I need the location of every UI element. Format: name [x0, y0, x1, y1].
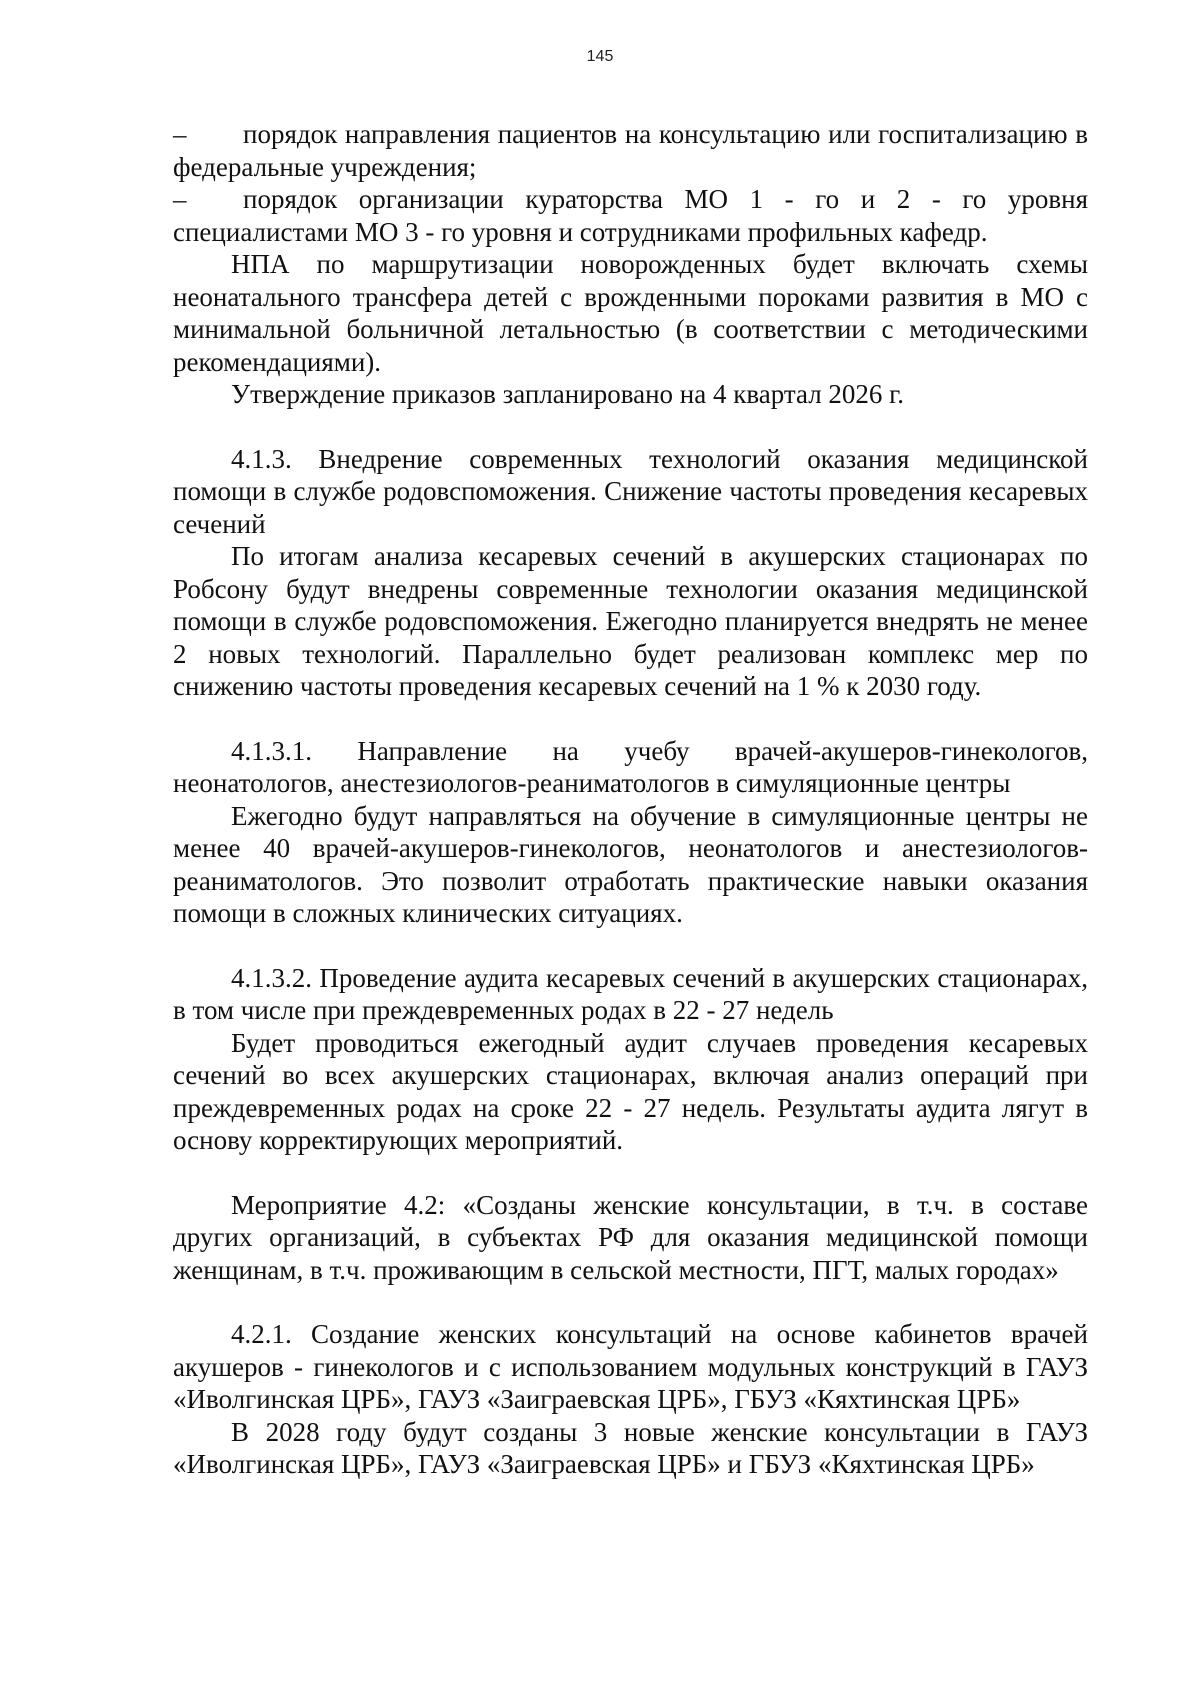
spacer — [173, 1157, 1088, 1189]
list-dash: – — [173, 119, 187, 149]
list-dash: – — [173, 184, 187, 214]
paragraph-robson-analysis: По итогам анализа кесаревых сечений в акушерских стационарах по Робсону будут внедрены современные технологии оказания медицинской помощи в службе родовспоможения. Ежегодно планируется внедрять не менее 2 новых технологий. Параллельно будет реализован комплекс мер по снижению частоты проведения кесаревых сечений на 1 % к 2030 году. — [173, 541, 1088, 701]
heading-4-1-3-2: 4.1.3.2. Проведение аудита кесаревых сечений в акушерских стационарах, в том числе при преждевременных родах в 22 - 27 недель — [173, 962, 1088, 1025]
paragraph-new-clinics-2028: В 2028 году будут созданы 3 новые женские консультации в ГАУЗ «Иволгинская ЦРБ», ГАУЗ «Заиграевская ЦРБ» и ГБУЗ «Кяхтинская ЦРБ» — [173, 1416, 1088, 1479]
list-item-text: порядок направления пациентов на консультацию или госпитализацию в федеральные учреждения; — [173, 119, 1088, 182]
heading-4-1-3-1: 4.1.3.1. Направление на учебу врачей-акушеров-гинекологов, неонатологов, анестезиологов-реаниматологов в симуляционные центры — [173, 735, 1088, 798]
document-body — [173, 118, 1088, 1481]
list-item-referral-order — [173, 118, 1088, 183]
paragraph-simulation-training: Ежегодно будут направляться на обучение в симуляционные центры не менее 40 врачей-акушеров-гинекологов, неонатологов и анестезиологов-реаниматологов. Это позволит отработать практические навыки оказания помощи в сложных клинических ситуациях. — [173, 800, 1088, 928]
heading-4-1-3: 4.1.3. Внедрение современных технологий оказания медицинской помощи в службе родовспоможения. Снижение частоты проведения кесаревых сечений — [173, 443, 1088, 539]
spacer — [173, 703, 1088, 735]
spacer — [173, 411, 1088, 443]
heading-measure-4-2: Мероприятие 4.2: «Созданы женские консультации, в т.ч. в составе других организаций, в субъектах РФ для оказания медицинской помощи женщинам, в т.ч. проживающим в сельской местности, ПГТ, малых городах» — [173, 1189, 1088, 1285]
paragraph-approval-date: Утверждение приказов запланировано на 4 квартал 2026 г. — [231, 379, 904, 409]
list-item-curatorship-order — [173, 183, 1088, 248]
list-item-text: порядок организации кураторства МО 1 - го и 2 - го уровня специалистами МО 3 - го уровня и сотрудниками профильных кафедр. — [173, 184, 1088, 247]
paragraph-npa-routing: НПА по маршрутизации новорожденных будет включать схемы неонатального трансфера детей с врожденными пороками развития в МО с минимальной больничной летальностью (в соответствии с методическими рекомендациями). — [173, 249, 1088, 377]
spacer — [173, 1286, 1088, 1318]
page-number: 145 — [586, 48, 614, 65]
spacer — [173, 930, 1088, 962]
paragraph-cesarean-audit: Будет проводиться ежегодный аудит случаев проведения кесаревых сечений во всех акушерских стационарах, включая анализ операций при преждевременных родах на сроке 22 - 27 недель. Результаты аудита лягут в основу корректирующих мероприятий. — [173, 1027, 1088, 1155]
heading-4-2-1: 4.2.1. Создание женских консультаций на основе кабинетов врачей акушеров - гинекологов и с использованием модульных конструкций в ГАУЗ «Иволгинская ЦРБ», ГАУЗ «Заиграевская ЦРБ», ГБУЗ «Кяхтинская ЦРБ» — [173, 1319, 1088, 1414]
